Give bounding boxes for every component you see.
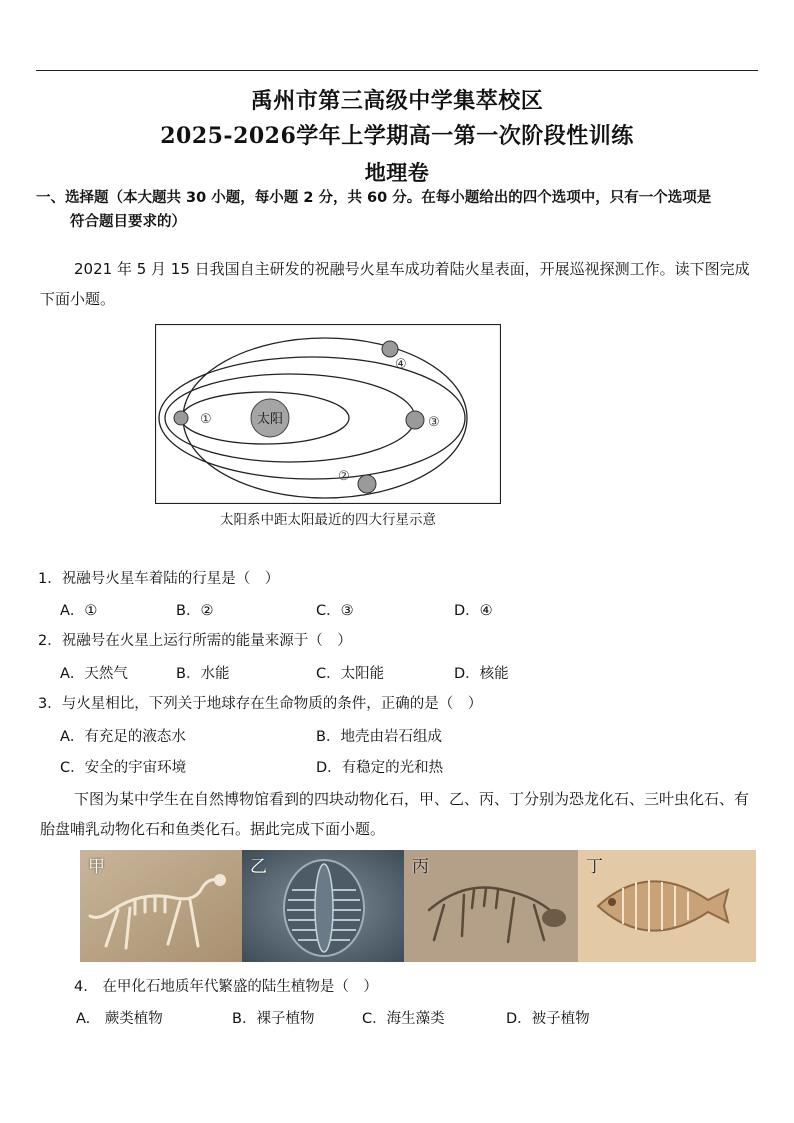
- planet-4: [382, 341, 398, 357]
- solar-system-figure: [155, 324, 501, 504]
- section-instructions: [36, 186, 758, 234]
- q1-option-d: D．④: [454, 603, 493, 619]
- q1-option-a: A．①: [60, 603, 98, 619]
- q2-option-d: D．核能: [454, 666, 509, 682]
- question-3-stem: 3．与火星相比，下列关于地球存在生命物质的条件，正确的是（ ）: [38, 696, 483, 712]
- sun-label: 太阳: [256, 412, 284, 427]
- question-1-stem: 1．祝融号火星车着陆的行星是（ ）: [38, 571, 280, 587]
- question-2-stem: 2．祝融号在火星上运行所需的能量来源于（ ）: [38, 633, 352, 649]
- planet-4-label: ④: [395, 357, 407, 372]
- q2-option-a: A．天然气: [60, 666, 128, 682]
- fossil-label-ding: 丁: [586, 857, 603, 877]
- school-title: 禹州市第三高级中学集萃校区: [250, 88, 544, 114]
- q3-option-c: C．安全的宇宙环境: [60, 760, 187, 776]
- q3-option-b: B．地壳由岩石组成: [316, 729, 442, 745]
- question-4-stem: 4. 在甲化石地质年代繁盛的陆生植物是（ ）: [74, 979, 378, 995]
- q1-option-c: C．③: [316, 603, 354, 619]
- fossil-photo-strip: [80, 850, 756, 962]
- header-rule: [36, 70, 758, 71]
- planet-1-label: ①: [200, 412, 212, 427]
- fossil-label-jia: 甲: [88, 857, 105, 877]
- planet-2: [358, 475, 376, 493]
- fossil-label-yi: 乙: [250, 857, 267, 877]
- q4-option-c: C．海生藻类: [362, 1011, 445, 1027]
- fossil-mammal: [404, 850, 578, 962]
- planet-2-label: ②: [338, 469, 350, 484]
- planet-3-label: ③: [428, 415, 440, 430]
- exam-title: 2025-2026学年上学期高一第一次阶段性训练: [160, 123, 634, 149]
- figure-caption: 太阳系中距太阳最近的四大行星示意: [220, 512, 436, 528]
- passage-2: 下图为某中学生在自然博物馆看到的四块动物化石，甲、乙、丙、丁分别为恐龙化石、三叶虫化石、有胎盘哺乳动物化石和鱼类化石。据此完成下面小题。: [40, 790, 750, 838]
- q3-option-d: D．有稳定的光和热: [316, 760, 444, 776]
- planet-3: [406, 411, 424, 429]
- q1-option-b: B．②: [176, 603, 214, 619]
- section-line-2: 符合题目要求的）: [70, 214, 186, 230]
- solar-system-diagram: [155, 324, 501, 504]
- fossil-dinosaur: [80, 850, 242, 962]
- passage-1: 2021 年 5 月 15 日我国自主研发的祝融号火星车成功着陆火星表面，开展巡视探测工作。读下图完成下面小题。: [40, 260, 750, 308]
- q2-option-c: C．太阳能: [316, 666, 385, 682]
- fossil-fish: [578, 850, 756, 962]
- q3-option-a: A．有充足的液态水: [60, 729, 186, 745]
- fossil-label-bing: 丙: [412, 857, 429, 877]
- q2-option-b: B．水能: [176, 666, 230, 682]
- planet-1: [174, 411, 188, 425]
- section-line-1: 一、选择题（本大题共 30 小题，每小题 2 分，共 60 分。在每小题给出的四个选项中，只有一个选项是: [36, 190, 712, 206]
- subject-title: 地理卷: [364, 160, 430, 185]
- q4-option-d: D．被子植物: [506, 1011, 590, 1027]
- q4-option-b: B．裸子植物: [232, 1011, 315, 1027]
- q4-option-a: A. 蕨类植物: [76, 1011, 163, 1027]
- fossil-trilobite: [242, 850, 404, 962]
